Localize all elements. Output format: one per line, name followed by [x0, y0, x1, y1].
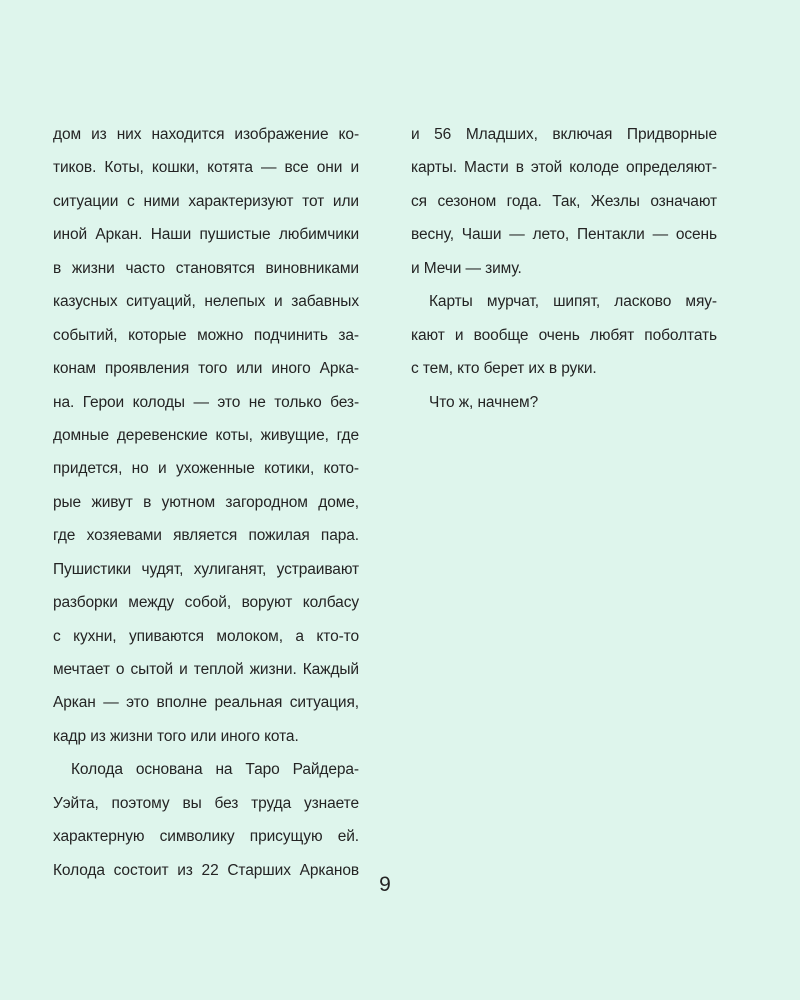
text-line: Пушистики чудят, хулиганят, устраивают: [53, 560, 359, 578]
text-line: дом из них находится изображение ко-: [53, 126, 359, 143]
text-line: на. Герои колоды — это не только без-: [53, 393, 359, 411]
text-line: в жизни часто становятся виновниками: [53, 259, 359, 277]
text-line: разборки между собой, воруют колбасу: [53, 594, 359, 612]
text-line: ся сезоном года. Так, Жезлы означают: [411, 192, 717, 210]
page-number: 9: [379, 873, 391, 896]
text-line: событий, которые можно подчинить за-: [53, 326, 359, 344]
text-line: где хозяевами является пожилая пара.: [53, 527, 359, 545]
text-line: и 56 Младших, включая Придворные: [411, 126, 717, 143]
text-line: Что ж, начнем?: [429, 393, 539, 411]
text-line: Колода состоит из 22 Старших Арканов: [53, 861, 359, 879]
text-line: весну, Чаши — лето, Пентакли — осень: [411, 226, 717, 244]
text-column-left: [53, 118, 359, 887]
text-line: с кухни, упиваются молоком, а кто-то: [53, 627, 359, 645]
text-line: придется, но и ухоженные котики, кото-: [53, 460, 359, 478]
text-line: карты. Масти в этой колоде определяют-: [411, 159, 717, 177]
text-line: с тем, кто берет их в руки.: [411, 360, 597, 378]
text-line: домные деревенские коты, живущие, где: [53, 426, 359, 444]
text-line: иной Аркан. Наши пушистые любимчики: [53, 226, 359, 244]
text-line: кадр из жизни того или иного кота.: [53, 727, 299, 745]
text-line: ситуации с ними характеризуют тот или: [53, 192, 359, 210]
text-line: мечтает о сытой и теплой жизни. Каждый: [53, 661, 359, 678]
text-line: Колода основана на Таро Райдера-: [71, 761, 359, 779]
text-line: конам проявления того или иного Арка-: [53, 360, 359, 378]
text-line: тиков. Коты, кошки, котята — все они и: [53, 159, 359, 177]
text-line: казусных ситуаций, нелепых и забавных: [53, 293, 359, 311]
text-column-right: [411, 118, 717, 419]
text-line: Аркан — это вполне реальная ситуация,: [53, 694, 359, 712]
text-line: Карты мурчат, шипят, ласково мяу-: [429, 293, 717, 311]
text-line: кают и вообще очень любят поболтать: [411, 326, 717, 344]
text-line: характерную символику присущую ей.: [53, 828, 359, 846]
text-line: рые живут в уютном загородном доме,: [53, 493, 359, 511]
text-line: и Мечи — зиму.: [411, 259, 522, 277]
text-line: Уэйта, поэтому вы без труда узнаете: [53, 794, 359, 812]
